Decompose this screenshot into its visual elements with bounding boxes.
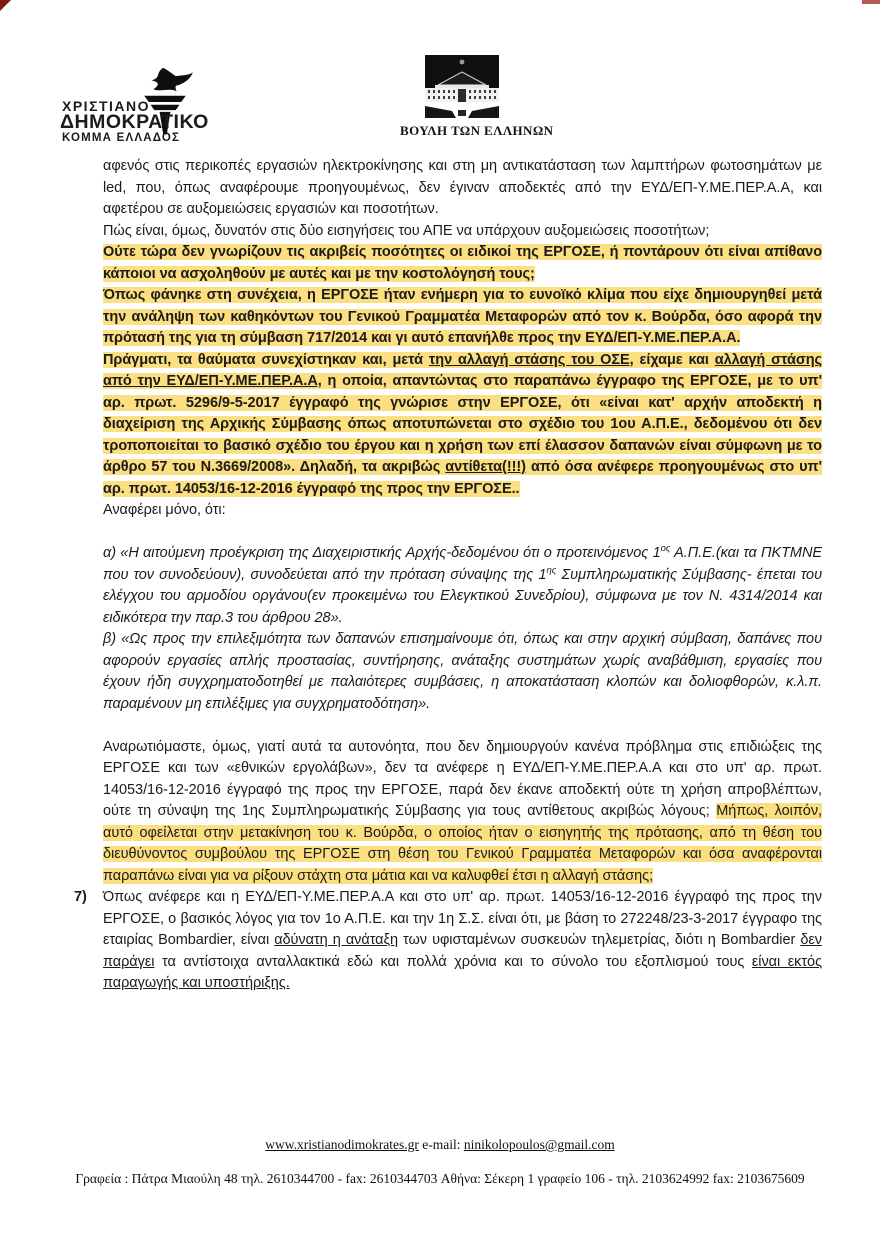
highlighted-paragraph [103,285,822,350]
highlighted-text: Μήπως, λοιπόν, αυτό οφείλεται στην μετακίνηση του κ. Βούρδα, ο οποίος ήταν ο εισηγητής της πρότασης, από τη θέση του διευθύνοντος συμβούλου της ΕΡΓΟΣΕ στη θέση του Γενικού Γραμματέα Μεταφορών και όσα αναφέρονται παραπάνω είναι για να ρίξουν στάχτη στα μάτια και να καλυφθεί έτσι η αλλαγή στάσης; [103,803,822,884]
party-name-line2: ΔΗΜΟΚΡΑΤΙΚΟ [60,111,209,133]
quote-paragraph-b [103,629,822,715]
body-text: Πώς είναι, όμως, δυνατόν στις δύο εισηγήσεις του ΑΠΕ να υπάρχουν αυξομειώσεις ποσοτήτων; [103,222,710,239]
superscript: ος [660,543,671,555]
paragraph [103,221,822,243]
highlighted-text: Ούτε τώρα δεν γνωρίζουν τις ακριβείς ποσότητες οι ειδικοί της ΕΡΓΟΣΕ, ή ποντάρουν ότι είναι απίθανο κάποιοι να ασχοληθούν με αυτές και με την κοστολόγησή τους; [103,244,822,282]
parliament-building-icon [425,55,499,118]
highlighted-text: Πράγματι, τα θαύματα συνεχίστηκαν και, μετά την αλλαγή στάσης του ΟΣΕ, είχαμε και αλλαγή στάσης από την ΕΥΔ/ΕΠ-Υ.ΜΕ.ΠΕΡ.Α.Α, η οποία, απαντώντας στο παραπάνω έγγραφο της ΕΡΓΟΣΕ, με το υπ' αρ. πρωτ. 5296/9-5-2017 έγγραφό της γνώρισε στην ΕΡΓΟΣΕ, ότι «είναι κατ' αρχήν αποδεκτή η διαχείριση της Αρχικής Σύμβασης όπως αποτυπώνεται στο σχέδιο του 1ου Α.Π.Ε., δεδομένου ότι δεν τροποποιείται το βασικό σχέδιο του έργου και η χρήση των επί έλασσον δαπανών είναι σύμφωνη με το άρθρο 57 του Ν.3669/2008». Δηλαδή, τα ακριβώς αντίθετα(!!!) από όσα ανέφερε προηγουμένως στο υπ' αρ. πρωτ. 14053/16-12-2016 έγγραφό της προς την ΕΡΓΟΣΕ.. [103,351,822,497]
underlined-text: δεν παράγει [103,932,822,970]
email-label: e-mail: [418,1137,464,1152]
body-text: αφενός στις περικοπές εργασιών ηλεκτροκίνησης και στη μη αντικατάσταση των λαμπτήρων φωτοσημάτων με led, που, όπως αναφέρουμε προηγουμένως, δεν έγιναν αποδεκτές από την ΕΥΔ/ΕΠ-Υ.ΜΕ.ΠΕΡ.Α.Α, και αφετέρου σε αυξομειώσεις εργασιών και ποσοτήτων. [103,158,822,217]
underlined-text: αλλαγή στάσης από την ΕΥΔ/ΕΠ-Υ.ΜΕ.ΠΕΡ.Α.Α, [103,351,822,389]
document-body [74,156,823,995]
paragraph [103,737,822,888]
body-text: Αναφέρει μόνο, ότι: [103,502,226,518]
underlined-text: την αλλαγή στάσης του ΟΣΕ, [428,351,634,368]
paragraph [103,500,822,522]
blank-line [103,522,822,544]
body-text: Όπως ανέφερε και η ΕΥΔ/ΕΠ-Υ.ΜΕ.ΠΕΡ.Α.Α και στο υπ' αρ. πρωτ. 14053/16-12-2016 έγγραφό της προς την ΕΡΓΟΣΕ, ο βασικός λόγος για τον 1ο Α.Π.Ε. και την 1η Σ.Σ. είναι ότι, με βάση το 272248/23-3-2017 έγγραφο της εταιρίας Bombardier, είναι αδύνατη η ανάταξη των υφισταμένων συσκευών τηλεμετρίας, διότι η Bombardier δεν παράγει τα αντίστοιχα ανταλλακτικά εδώ και πολλά χρόνια και το σύνολο του εξοπλισμού τους είναι εκτός παραγωγής και υποστήριξης. [103,889,823,991]
highlighted-paragraph [103,350,822,501]
scan-corner-artifact [862,0,880,4]
underlined-text: αδύνατη η ανάταξη [274,932,398,948]
underlined-text: είναι εκτός παραγωγής και υποστήριξης. [103,953,823,991]
quote-text: β) «Ως προς την επιλεξιμότητα των δαπανών επισημαίνουμε ότι, όπως και στην αρχική σύμβαση, δαπάνες που αφορούν εργασίες απλής προστασίας, συντήρησης, ανάταξης συστημάτων χωρίς αναβάθμιση, εργασίες που έχουν ήδη συγχρηματοδοτηθεί με παλαιότερες συμβάσεις, η αποκατάσταση κλοπών και δολιοφθορών, κ.λ.π. παραμένουν μη επιλέξιμες για συγχρηματοδότηση». [103,631,822,712]
paragraph [103,156,822,221]
underlined-text: αντίθετα(!!!) [445,459,526,475]
blank-line [103,715,822,737]
party-name-line1: ΧΡΙΣΤΙΑΝΟ [62,98,151,114]
footer-address-line: Γραφεία : Πάτρα Μιαούλη 48 τηλ. 2610344700 - fax: 2610344703 Αθήνα: Σέκερη 1 γραφείο 106 - τηλ. 2103624992 fax: 2103675609 [75,1171,805,1186]
item-number: 7) [74,889,87,905]
quote-paragraph-a [103,543,822,629]
superscript: ης [546,564,557,576]
body-text: Αναρωτιόμαστε, όμως, γιατί αυτά τα αυτονόητα, που δεν δημιουργούν κανένα πρόβλημα στις επιδιώξεις της ΕΡΓΟΣΕ και των «εθνικών εργολάβων», δεν τα ανέφερε η ΕΥΔ/ΕΠ-Υ.ΜΕ.ΠΕΡ.Α.Α και στο υπ' αρ. πρωτ. 14053/16-12-2016 έγγραφό της προς την ΕΡΓΟΣΕ, παρά δεν έκανε αποδεκτή ούτε τη χρήση απροβλέπτων, ούτε τη σύναψη της 1ης Συμπληρωματικής Σύμβασης για τους αντίθετους ακριβώς λόγους; [103,738,822,819]
party-name-line3: ΚΟΜΜΑ ΕΛΛΑΔΟΣ [62,132,181,144]
parliament-caption: ΒΟΥΛΗ ΤΩΝ ΕΛΛΗΝΩΝ [400,123,554,138]
highlighted-text: Όπως φάνηκε στη συνέχεια, η ΕΡΓΟΣΕ ήταν ενήμερη για το ευνοϊκό κλίμα που είχε δημιουργηθεί μετά την ανάληψη των καθηκόντων του Γενικού Γραμματέα Μεταφορών από τον κ. Βούρδα, όσο αφορά την πρότασή της για τη σύμβαση 717/2014 και γι αυτό επανήλθε προς την ΕΥΔ/ΕΠ-Υ.ΜΕ.ΠΕΡ.Α.Α. [103,287,822,346]
highlighted-paragraph [103,242,822,285]
website-url: www.xristianodimokrates.gr [265,1137,419,1152]
footer-contact-line [0,1137,880,1153]
parliament-logo [400,55,554,139]
quote-text: α) «Η αιτούμενη προέγκριση της Διαχειριστικής Αρχής-δεδομένου ότι ο προτεινόμενος $1^{o\varsigma}$ Α.Π.Ε.(και τα ΠΚΤΜΝΕ που τον συνοδεύουν), συνοδεύεται από την πρόταση σύναψης της $1^{\eta\varsigma}$ Συμπληρωματικής Σύμβασης- έπεται του ελέγχου του αρμοδίου οργάνου(εν προκειμένω του Ελεγκτικού Συνεδρίου), σύμφωνα με τον Ν. 4314/2014 και ειδικότερα την παρ.3 του άρθρου 28». [103,543,822,626]
scan-corner-artifact [0,0,11,11]
email-address: ninikolopoulos@gmail.com [463,1137,615,1152]
numbered-item-7 [74,887,823,995]
